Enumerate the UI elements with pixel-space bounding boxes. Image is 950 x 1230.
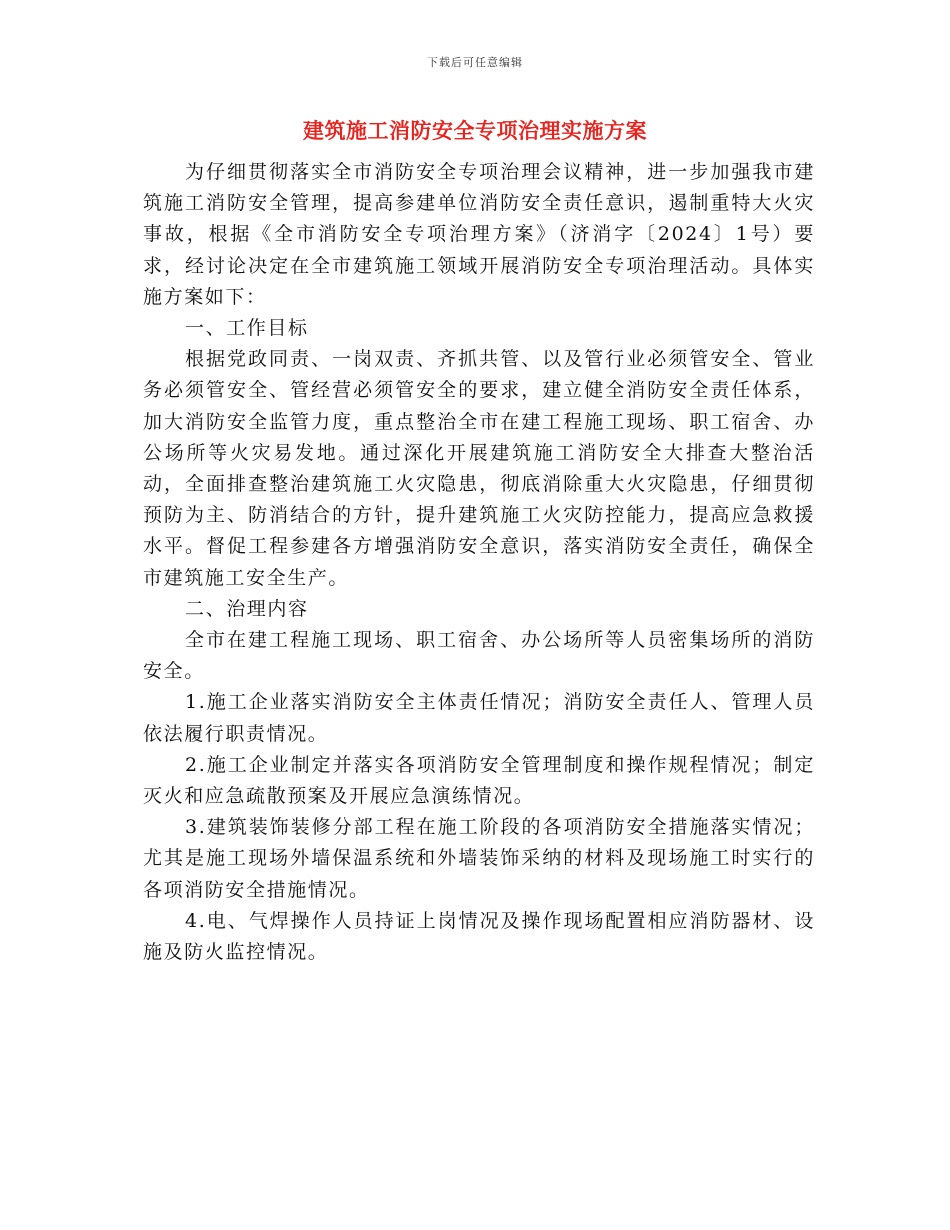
section-heading-content: 二、治理内容	[185, 597, 309, 620]
header-note: 下载后可任意编辑	[427, 56, 523, 69]
list-item-1: 1.施工企业落实消防安全主体责任情况；消防安全责任人、管理人员依法履行职责情况。	[143, 691, 815, 745]
paragraph-intro: 为仔细贯彻落实全市消防安全专项治理会议精神，进一步加强我市建筑施工消防安全管理，提高参建单位消防安全责任意识，遏制重特大火灾事故，根据《全市消防安全专项治理方案》（济消字〔2024〕1号）要求，经讨论决定在全市建筑施工领域开展消防安全专项治理活动。具体实施方案如下：	[143, 161, 815, 308]
list-item-4: 4.电、气焊操作人员持证上岗情况及操作现场配置相应消防器材、设施及防火监控情况。	[143, 909, 815, 964]
paragraph-goals: 根据党政同责、一岗双责、齐抓共管、以及管行业必须管安全、管业务必须管安全、管经营必须管安全的要求，建立健全消防安全责任体系，加大消防安全监管力度，重点整治全市在建工程施工现场、职工宿舍、办公场所等火灾易发地。通过深化开展建筑施工消防安全大排查大整治活动，全面排查整治建筑施工火灾隐患，彻底消除重大火灾隐患，仔细贯彻预防为主、防消结合的方针，提升建筑施工火灾防控能力，提高应急救援水平。督促工程参建各方增强消防安全意识，落实消防安全责任，确保全市建筑施工安全生产。	[143, 348, 815, 589]
list-item-3: 3.建筑装饰装修分部工程在施工阶段的各项消防安全措施落实情况；尤其是施工现场外墙保温系统和外墙装饰采纳的材料及现场施工时实行的各项消防安全措施情况。	[143, 816, 815, 901]
section-heading-goals: 一、工作目标	[185, 317, 309, 340]
paragraph-scope: 全市在建工程施工现场、职工宿舍、办公场所等人员密集场所的消防安全。	[143, 629, 815, 683]
document-title: 建筑施工消防安全专项治理实施方案	[303, 119, 647, 143]
list-item-2: 2.施工企业制定并落实各项消防安全管理制度和操作规程情况；制定灭火和应急疏散预案及开展应急演练情况。	[143, 753, 815, 808]
document-body	[143, 157, 815, 968]
